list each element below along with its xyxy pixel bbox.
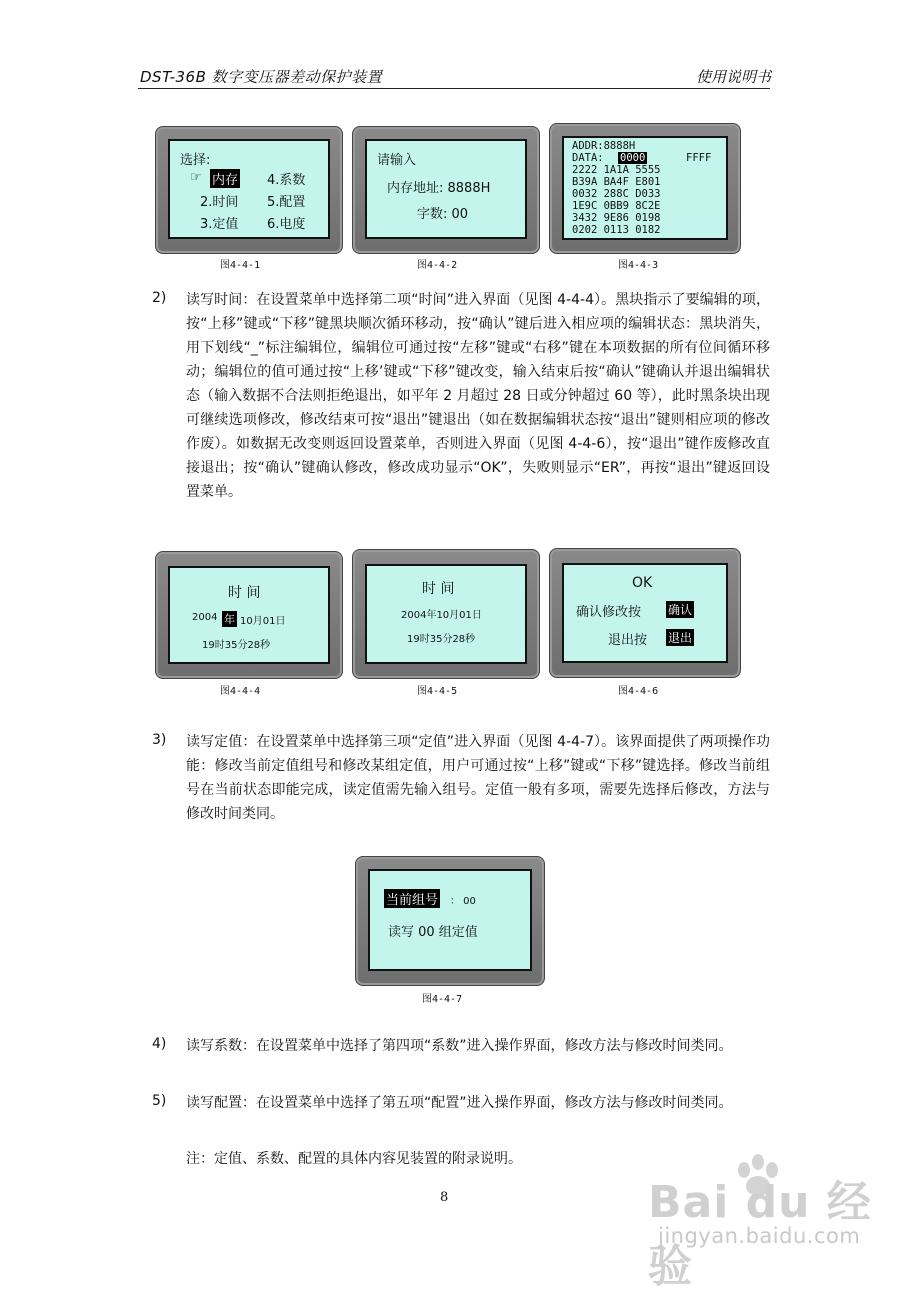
figure-caption: 图4-4-3 xyxy=(618,260,659,271)
lcd-bezel-fig1 xyxy=(155,126,343,254)
lcd-screen-fig2 xyxy=(365,139,527,239)
lcd-screen-fig3 xyxy=(562,136,728,240)
menu-item: 2.时间 xyxy=(200,195,239,210)
time-value: 19时35分28秒 xyxy=(407,634,476,645)
data-row: B39A BA4F E801 xyxy=(572,176,661,188)
lcd-bezel-fig2 xyxy=(352,126,540,254)
figure-caption: 图4-4-1 xyxy=(220,260,261,271)
confirm-key: 确认 xyxy=(668,603,693,617)
data-row: 0202 0113 0182 xyxy=(572,224,661,236)
figure-caption: 图4-4-2 xyxy=(417,260,458,271)
address-line: ADDR:8888H xyxy=(572,140,636,152)
item-number: 2) xyxy=(152,290,167,306)
memory-address-field: 内存地址: 8888H xyxy=(387,181,491,196)
year-value: 2004 xyxy=(192,612,218,623)
exit-key: 退出 xyxy=(668,631,693,645)
item-number: 4) xyxy=(152,1036,167,1052)
header-title: DST-36B 数字变压器差动保护装置 xyxy=(140,68,383,86)
watermark-url: jingyan.baidu.com xyxy=(658,1224,861,1248)
time-value: 19时35分28秒 xyxy=(202,640,271,651)
pointing-hand-icon: ☞ xyxy=(190,170,202,185)
screen-title: 时 间 xyxy=(422,581,455,597)
read-write-group-line: 读写 00 组定值 xyxy=(388,925,478,940)
data-row: 2222 1A1A 5555 xyxy=(572,164,661,176)
lcd-bezel-fig5 xyxy=(352,549,540,679)
item-number: 5) xyxy=(152,1093,167,1109)
watermark-brand: Bai du 经验 xyxy=(648,1177,872,1292)
data-row: 0032 288C D033 xyxy=(572,188,661,200)
exit-label: 退出按 xyxy=(608,633,648,648)
menu-item: 4.系数 xyxy=(267,173,306,188)
screen-title: 时 间 xyxy=(228,585,261,601)
menu-item: 3.定值 xyxy=(200,217,239,232)
confirm-label: 确认修改按 xyxy=(576,605,642,620)
figure-caption: 图4-4-5 xyxy=(417,686,458,697)
note: 注：定值、系数、配置的具体内容见装置的附录说明。 xyxy=(186,1151,522,1167)
menu-item: 6.电度 xyxy=(267,217,306,232)
data-label: DATA: xyxy=(572,152,604,164)
menu-item: 5.配置 xyxy=(267,195,306,210)
lcd-screen-fig6 xyxy=(562,563,728,663)
data-word: FFFF xyxy=(686,152,712,164)
paragraph-read-write-settings: 读写定值：在设置菜单中选择第三项“定值”进入界面（见图 4-4-7）。该界面提供了两项操作功能：修改当前定值组号和修改某组定值，用户可通过按“上移”键或“下移”键选择。修改当前组号在当前状态即能完成，读定值需先输入组号。定值一般有多项，需要先选择后修改，方法与修改时间类同。 xyxy=(186,734,770,822)
lcd-screen-fig4 xyxy=(168,566,330,664)
menu-item-selected: 内存 xyxy=(210,169,240,188)
date-value: 2004年10月01日 xyxy=(401,610,482,621)
ok-status: OK xyxy=(632,575,653,591)
word-count-field: 字数: 00 xyxy=(417,207,469,222)
paragraph-read-write-coefficients: 读写系数：在设置菜单中选择了第四项“系数”进入操作界面，修改方法与修改时间类同。 xyxy=(186,1038,733,1054)
lcd-screen-fig7 xyxy=(368,869,532,971)
lcd-bezel-fig7 xyxy=(355,856,545,986)
input-prompt: 请输入 xyxy=(377,153,417,168)
figure-caption: 图4-4-7 xyxy=(422,994,463,1005)
date-value: 10月01日 xyxy=(240,616,286,627)
header-divider xyxy=(138,88,770,89)
lcd-screen-fig5 xyxy=(365,564,527,664)
data-row: 3432 9E86 0198 xyxy=(572,212,661,224)
menu-prompt: 选择: xyxy=(180,153,211,168)
lcd-bezel-fig4 xyxy=(155,551,343,679)
figure-caption: 图4-4-6 xyxy=(618,686,659,697)
group-value: ： 00 xyxy=(450,896,476,907)
header-section: 使用说明书 xyxy=(696,68,772,86)
paragraph-read-write-config: 读写配置：在设置菜单中选择了第五项“配置”进入操作界面，修改方法与修改时间类同。 xyxy=(186,1095,733,1111)
figure-caption: 图4-4-4 xyxy=(220,686,261,697)
data-row: 1E9C 0BB9 8C2E xyxy=(572,200,661,212)
item-number: 3) xyxy=(152,732,167,748)
baidu-watermark xyxy=(640,1150,900,1292)
lcd-bezel-fig6 xyxy=(549,548,741,678)
paragraph-read-write-time: 读写时间：在设置菜单中选择第二项“时间”进入界面（见图 4-4-4）。黑块指示了要编辑的项，按“上移”键或“下移”键黑块顺次循环移动，按“确认”键后进入相应项的编辑状态：黑块消失，用下划线“_”标注编辑位，编辑位可通过按“左移”键或“右移”键在本项数据的所有位间循环移动；编辑位的值可通过按“上移’键或“下移”键改变，输入结束后按“确认”键确认并退出编辑状态（输入数据不合法则拒绝退出，如平年 2 月超过 28 日或分钟超过 60 等），此时黑条块出现可继续选项修改，修改结束可按“退出”键退出（如在数据编辑状态按“退出”键则相应项的修改作废）。如数据无改变则返回设置菜单，否则进入界面（见图 4-4-6），按“退出”键作废修改直接退出；按“确认”键确认修改，修改成功显示“OK”，失败则显示“ER”，再按“退出”键返回设置菜单。 xyxy=(186,292,770,500)
selected-word: 0000 xyxy=(620,152,646,164)
lcd-screen-fig1 xyxy=(168,139,330,239)
page-number: 8 xyxy=(440,1190,449,1205)
group-label-selected: 当前组号 xyxy=(384,889,440,908)
lcd-bezel-fig3 xyxy=(549,123,741,254)
year-unit-selected: 年 xyxy=(224,613,235,626)
